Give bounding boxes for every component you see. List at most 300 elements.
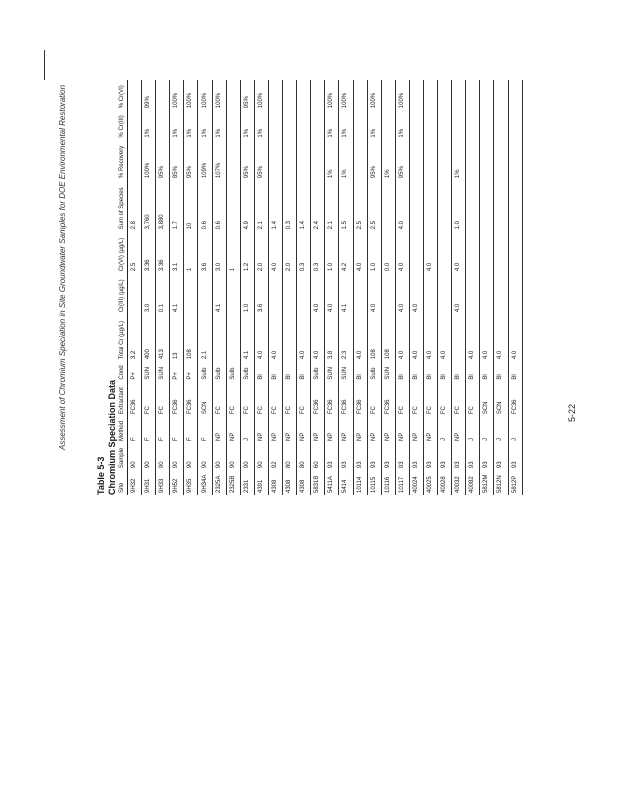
- table-cell: Bl: [466, 361, 480, 381]
- table-cell: 100%: [325, 80, 339, 110]
- table-cell: [494, 140, 508, 181]
- table-cell: FC: [254, 382, 268, 417]
- table-cell: Bl: [297, 361, 311, 381]
- table-container: [118, 80, 523, 495]
- table-cell: Bl: [423, 361, 437, 381]
- table-cell: SUN: [156, 361, 170, 381]
- table-cell: 107%: [212, 140, 226, 181]
- table-cell: [128, 273, 142, 314]
- table-cell: Sulb: [240, 361, 254, 381]
- table-cell: 4.0: [395, 231, 409, 273]
- table-cell: Sulb: [226, 361, 240, 381]
- table-cell: 3.36: [142, 231, 156, 273]
- table-cell: NP: [452, 416, 466, 443]
- table-cell: NP: [254, 416, 268, 443]
- table-cell: 100%: [184, 80, 198, 110]
- table-cell: [423, 80, 437, 110]
- table-cell: 108: [381, 314, 395, 361]
- table-cell: 1%: [184, 110, 198, 139]
- table-cell: 3.0: [212, 231, 226, 273]
- table-cell: [156, 110, 170, 139]
- table-cell: FC: [283, 382, 297, 417]
- table-cell: J: [466, 416, 480, 443]
- table-cell: [381, 180, 395, 231]
- table-row: [283, 80, 297, 495]
- table-cell: 1%: [240, 110, 254, 139]
- table-cell: 2.5: [128, 231, 142, 273]
- table-cell: 108: [367, 314, 381, 361]
- table-cell: 90: [226, 443, 240, 470]
- table-header-row: [118, 80, 128, 495]
- column-header: Method: [118, 416, 128, 443]
- table-cell: FC36: [170, 382, 184, 417]
- table-cell: 4.0: [409, 273, 423, 314]
- table-cell: Sulb: [212, 361, 226, 381]
- table-row: [325, 80, 339, 495]
- table-cell: [423, 273, 437, 314]
- table-cell: FC36: [311, 382, 325, 417]
- table-cell: FC: [409, 382, 423, 417]
- table-cell: NP: [339, 416, 353, 443]
- table-cell: NP: [381, 416, 395, 443]
- table-cell: 2325A: [212, 470, 226, 495]
- table-row: [466, 80, 480, 495]
- table-cell: FC: [438, 382, 452, 417]
- table-cell: [438, 80, 452, 110]
- table-cell: 95%: [156, 140, 170, 181]
- table-cell: [466, 231, 480, 273]
- table-row: [381, 80, 395, 495]
- table-cell: Bl: [395, 361, 409, 381]
- table-cell: [212, 314, 226, 361]
- table-cell: [480, 180, 494, 231]
- column-header: % Cr(VI): [118, 80, 128, 110]
- table-cell: 4.9: [240, 180, 254, 231]
- table-cell: [409, 80, 423, 110]
- table-cell: Bl: [353, 361, 367, 381]
- table-cell: 100%: [339, 80, 353, 110]
- table-cell: F: [198, 416, 212, 443]
- table-cell: 400: [142, 314, 156, 361]
- table-row: [297, 80, 311, 495]
- table-cell: [466, 110, 480, 139]
- table-cell: 95%: [395, 140, 409, 181]
- table-cell: [508, 140, 522, 181]
- table-cell: 9H32: [128, 470, 142, 495]
- table-body: [128, 80, 523, 495]
- table-cell: [268, 140, 282, 181]
- table-cell: FC: [142, 382, 156, 417]
- table-number: Table 5-3: [96, 456, 106, 495]
- table-cell: 60: [311, 443, 325, 470]
- table-cell: FC36: [128, 382, 142, 417]
- table-cell: SUN: [142, 361, 156, 381]
- table-cell: 1%: [395, 110, 409, 139]
- table-cell: 2.0: [283, 231, 297, 273]
- table-cell: 2325B: [226, 470, 240, 495]
- table-cell: SCN: [198, 382, 212, 417]
- table-cell: 90: [142, 443, 156, 470]
- table-cell: 3.36: [156, 231, 170, 273]
- table-cell: SCN: [494, 382, 508, 417]
- table-cell: [226, 314, 240, 361]
- table-cell: [423, 180, 437, 231]
- table-cell: 10115: [367, 470, 381, 495]
- table-cell: 4.0: [395, 180, 409, 231]
- table-cell: 4.0: [409, 314, 423, 361]
- table-cell: 2331: [240, 470, 254, 495]
- column-header: % Cr(III): [118, 110, 128, 139]
- table-row: [508, 80, 522, 495]
- table-row: [353, 80, 367, 495]
- table-cell: [297, 140, 311, 181]
- table-cell: 3.1: [170, 231, 184, 273]
- table-cell: [226, 80, 240, 110]
- table-cell: 1%: [367, 110, 381, 139]
- table-cell: [381, 80, 395, 110]
- table-cell: 2.8: [128, 180, 142, 231]
- table-cell: 1.4: [297, 180, 311, 231]
- table-cell: 1.0: [325, 231, 339, 273]
- table-cell: 5812P: [508, 470, 522, 495]
- table-cell: 1%: [212, 110, 226, 139]
- table-row: [494, 80, 508, 495]
- table-cell: FC: [452, 382, 466, 417]
- table-cell: J: [508, 416, 522, 443]
- table-cell: 1: [226, 231, 240, 273]
- table-cell: 9H52: [170, 470, 184, 495]
- table-cell: 4.0: [311, 314, 325, 361]
- table-cell: 100%: [170, 80, 184, 110]
- table-cell: [480, 231, 494, 273]
- table-cell: [268, 80, 282, 110]
- table-cell: 3.6: [254, 273, 268, 314]
- table-cell: 100%: [142, 140, 156, 181]
- table-cell: Bl: [508, 361, 522, 381]
- table-cell: [268, 110, 282, 139]
- table-cell: 93: [395, 443, 409, 470]
- table-cell: 40082: [466, 470, 480, 495]
- table-row: [184, 80, 198, 495]
- table-cell: Bl: [452, 361, 466, 381]
- column-header: Extractant: [118, 382, 128, 417]
- table-cell: [353, 273, 367, 314]
- table-cell: 2.5: [367, 180, 381, 231]
- table-cell: 2.1: [198, 314, 212, 361]
- table-cell: NP: [311, 416, 325, 443]
- table-cell: J: [494, 416, 508, 443]
- table-cell: 1.0: [367, 231, 381, 273]
- table-cell: [480, 110, 494, 139]
- table-cell: 3.8: [325, 314, 339, 361]
- table-cell: 4.2: [339, 231, 353, 273]
- table-cell: 93: [438, 443, 452, 470]
- table-cell: [226, 110, 240, 139]
- table-cell: [311, 140, 325, 181]
- table-cell: 4.0: [395, 273, 409, 314]
- table-cell: 0.6: [198, 180, 212, 231]
- table-cell: [480, 273, 494, 314]
- table-row: [170, 80, 184, 495]
- column-header: Cr(VI) (µg/L): [118, 231, 128, 273]
- table-cell: 4308: [297, 470, 311, 495]
- table-cell: 90: [128, 443, 142, 470]
- table-cell: NP: [297, 416, 311, 443]
- table-cell: 4.0: [268, 231, 282, 273]
- table-cell: 0.3: [283, 180, 297, 231]
- table-cell: 93: [339, 443, 353, 470]
- table-cell: SUN: [339, 361, 353, 381]
- table-cell: 9H31: [142, 470, 156, 495]
- table-cell: 1.0: [240, 273, 254, 314]
- table-cell: [268, 273, 282, 314]
- table-cell: 4.0: [494, 314, 508, 361]
- table-cell: P+: [170, 361, 184, 381]
- table-cell: 4308: [268, 470, 282, 495]
- table-cell: NP: [325, 416, 339, 443]
- table-cell: [283, 80, 297, 110]
- table-cell: 93: [480, 443, 494, 470]
- table-cell: 40024: [409, 470, 423, 495]
- table-cell: [438, 140, 452, 181]
- table-cell: 9H35: [184, 470, 198, 495]
- table-cell: 100%: [254, 80, 268, 110]
- table-cell: 3.0: [142, 273, 156, 314]
- table-cell: Bl: [283, 361, 297, 381]
- table-cell: 93: [494, 443, 508, 470]
- table-cell: [184, 273, 198, 314]
- column-header: Site: [118, 470, 128, 495]
- table-cell: [452, 314, 466, 361]
- table-cell: Sulb: [198, 361, 212, 381]
- table-cell: F: [128, 416, 142, 443]
- table-cell: [438, 180, 452, 231]
- table-cell: 1.5: [339, 180, 353, 231]
- table-cell: J: [240, 416, 254, 443]
- table-cell: NP: [409, 416, 423, 443]
- table-cell: 4.0: [423, 231, 437, 273]
- table-cell: [466, 140, 480, 181]
- table-cell: 4.0: [395, 314, 409, 361]
- table-cell: 90: [156, 443, 170, 470]
- table-cell: 5411A: [325, 470, 339, 495]
- table-cell: 100%: [212, 80, 226, 110]
- table-cell: 80: [283, 443, 297, 470]
- table-cell: 4.0: [254, 314, 268, 361]
- table-cell: 5414: [339, 470, 353, 495]
- table-cell: 1%: [170, 110, 184, 139]
- table-cell: Bl: [494, 361, 508, 381]
- table-cell: FC: [423, 382, 437, 417]
- table-row: [423, 80, 437, 495]
- table-cell: 95%: [240, 140, 254, 181]
- column-header: Sample: [118, 443, 128, 470]
- table-cell: 40025: [423, 470, 437, 495]
- column-header: Total Cr (µg/L): [118, 314, 128, 361]
- table-row: [226, 80, 240, 495]
- table-cell: J: [480, 416, 494, 443]
- table-row: [395, 80, 409, 495]
- table-cell: 40028: [438, 470, 452, 495]
- table-cell: [353, 80, 367, 110]
- table-cell: [438, 231, 452, 273]
- table-cell: 4.1: [240, 314, 254, 361]
- table-cell: NP: [226, 416, 240, 443]
- chromium-speciation-table: [118, 80, 523, 495]
- table-cell: 85%: [170, 140, 184, 181]
- table-cell: [311, 110, 325, 139]
- table-cell: 90: [184, 443, 198, 470]
- table-row: [268, 80, 282, 495]
- table-cell: P+: [184, 361, 198, 381]
- table-cell: 1%: [381, 140, 395, 181]
- table-cell: 2.4: [311, 180, 325, 231]
- table-cell: 1%: [452, 140, 466, 181]
- table-cell: FC36: [353, 382, 367, 417]
- table-cell: 3.6: [198, 231, 212, 273]
- table-cell: [381, 273, 395, 314]
- table-cell: 100%: [367, 80, 381, 110]
- table-cell: 95%: [184, 140, 198, 181]
- column-header: Sum of Species: [118, 180, 128, 231]
- table-cell: FC: [240, 382, 254, 417]
- table-cell: [494, 180, 508, 231]
- table-cell: [438, 110, 452, 139]
- table-cell: 3,760: [142, 180, 156, 231]
- table-cell: [283, 110, 297, 139]
- table-cell: 93: [353, 443, 367, 470]
- table-cell: 90: [254, 443, 268, 470]
- table-cell: FC: [212, 382, 226, 417]
- table-cell: 10114: [353, 470, 367, 495]
- table-cell: [494, 231, 508, 273]
- table-cell: FC36: [381, 382, 395, 417]
- table-cell: [128, 110, 142, 139]
- table-cell: 3,880: [156, 180, 170, 231]
- table-cell: FC: [297, 382, 311, 417]
- table-cell: [466, 273, 480, 314]
- table-cell: [353, 140, 367, 181]
- table-cell: 5812M: [480, 470, 494, 495]
- table-cell: FC: [268, 382, 282, 417]
- table-cell: 80: [297, 443, 311, 470]
- table-cell: F: [184, 416, 198, 443]
- table-cell: 0.3: [311, 231, 325, 273]
- table-cell: FC36: [184, 382, 198, 417]
- table-cell: 413: [156, 314, 170, 361]
- table-cell: 4.0: [297, 314, 311, 361]
- table-cell: [508, 80, 522, 110]
- table-cell: [283, 140, 297, 181]
- table-cell: [198, 273, 212, 314]
- table-row: [367, 80, 381, 495]
- table-cell: 99%: [142, 80, 156, 110]
- table-cell: 4.0: [423, 314, 437, 361]
- table-cell: 90: [170, 443, 184, 470]
- table-cell: NP: [367, 416, 381, 443]
- table-cell: 10117: [395, 470, 409, 495]
- table-cell: 4.1: [212, 273, 226, 314]
- table-cell: 93: [466, 443, 480, 470]
- table-cell: 3.2: [128, 314, 142, 361]
- table-cell: 100%: [198, 80, 212, 110]
- table-cell: [353, 110, 367, 139]
- table-cell: F: [170, 416, 184, 443]
- table-row: [198, 80, 212, 495]
- table-row: [452, 80, 466, 495]
- table-cell: 95%: [367, 140, 381, 181]
- table-cell: 4391: [254, 470, 268, 495]
- table-cell: [480, 140, 494, 181]
- table-cell: P+: [128, 361, 142, 381]
- table-cell: Bl: [409, 361, 423, 381]
- table-cell: [283, 273, 297, 314]
- table-cell: [494, 273, 508, 314]
- column-header: % Recovery: [118, 140, 128, 181]
- table-title: Chromium Speciation Data: [107, 379, 117, 495]
- table-cell: 1%: [198, 110, 212, 139]
- table-cell: 108: [184, 314, 198, 361]
- table-cell: [466, 180, 480, 231]
- table-cell: 93: [452, 443, 466, 470]
- table-cell: 5812N: [494, 470, 508, 495]
- table-cell: [226, 180, 240, 231]
- table-cell: [466, 80, 480, 110]
- table-cell: [508, 273, 522, 314]
- table-cell: 2.0: [254, 231, 268, 273]
- table-cell: 90: [212, 443, 226, 470]
- table-cell: SUN: [381, 361, 395, 381]
- table-cell: 93: [381, 443, 395, 470]
- table-cell: [297, 273, 311, 314]
- table-cell: 4.0: [480, 314, 494, 361]
- column-header: Cr(III) (µg/L): [118, 273, 128, 314]
- table-cell: [480, 80, 494, 110]
- table-cell: [409, 110, 423, 139]
- table-cell: F: [142, 416, 156, 443]
- table-cell: 90: [240, 443, 254, 470]
- table-cell: NP: [268, 416, 282, 443]
- table-cell: [156, 80, 170, 110]
- table-cell: 2.1: [325, 180, 339, 231]
- table-cell: 0.6: [212, 180, 226, 231]
- table-cell: [381, 110, 395, 139]
- table-cell: SUN: [325, 361, 339, 381]
- table-cell: 95%: [254, 140, 268, 181]
- table-cell: 4.0: [325, 273, 339, 314]
- table-cell: FC36: [508, 382, 522, 417]
- table-cell: F: [156, 416, 170, 443]
- table-cell: 93: [423, 443, 437, 470]
- table-cell: [494, 110, 508, 139]
- table-cell: 4308: [283, 470, 297, 495]
- table-cell: Bl: [438, 361, 452, 381]
- table-row: [438, 80, 452, 495]
- table-cell: 4.0: [438, 314, 452, 361]
- table-cell: 4.0: [367, 273, 381, 314]
- table-cell: 0.0: [381, 231, 395, 273]
- table-cell: FC: [156, 382, 170, 417]
- table-cell: Bl: [268, 361, 282, 381]
- table-cell: 1%: [325, 110, 339, 139]
- table-cell: 4.0: [508, 314, 522, 361]
- table-cell: 4.0: [311, 273, 325, 314]
- table-cell: [438, 273, 452, 314]
- table-cell: [297, 80, 311, 110]
- table-cell: 109%: [198, 140, 212, 181]
- table-cell: NP: [423, 416, 437, 443]
- table-row: [212, 80, 226, 495]
